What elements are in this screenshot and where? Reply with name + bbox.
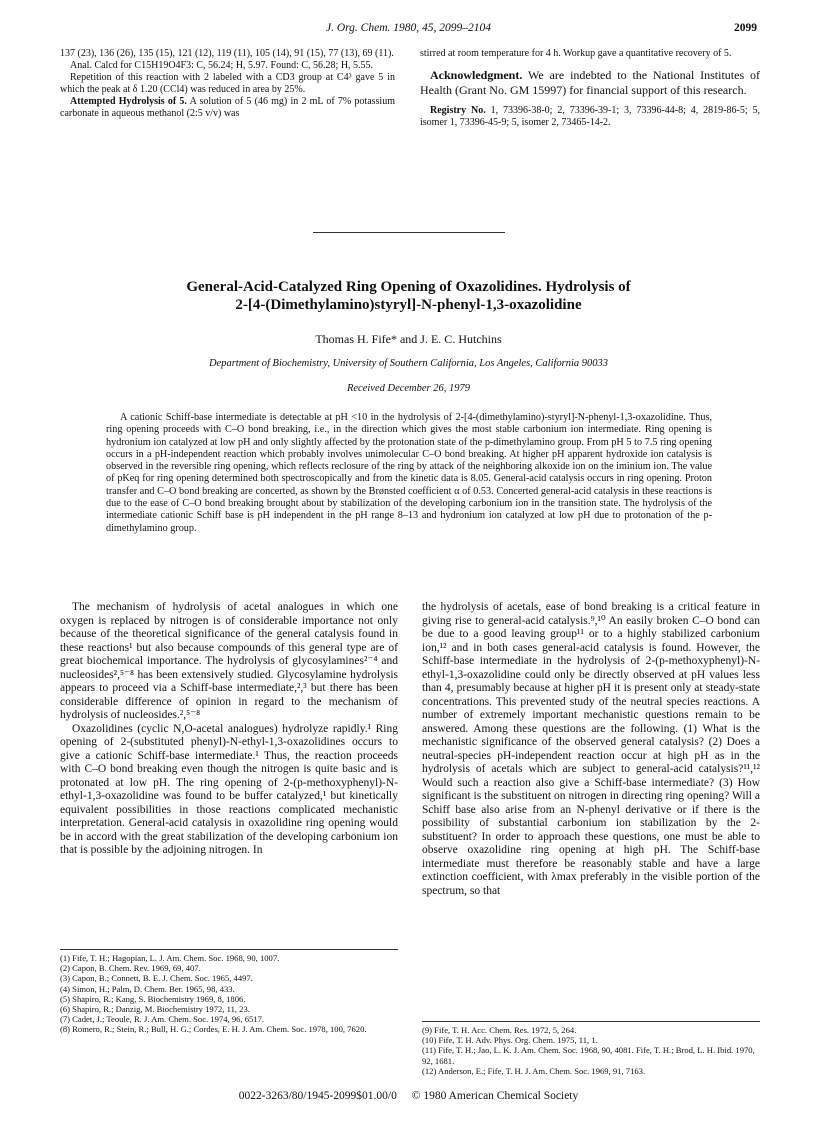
affiliation: Department of Biochemistry, University of Southern California, Los Angeles, California 90033 xyxy=(208,358,609,369)
footnote: (5) Shapiro, R.; Kang, S. Biochemistry 1969, 8, 1806. xyxy=(60,993,246,1004)
footnote: (2) Capon, B. Chem. Rev. 1969, 69, 407. xyxy=(60,963,201,974)
body-paragraph: the hydrolysis of acetals, ease of bond breaking is a critical feature in giving rise to general-acid catalysis.⁹,¹⁰ An easily broken C–O bond can be due to a good leaving group¹¹ or to a highly stabilized carbonium ion,¹² and in both cases general-acid catalysis is found. However, the Schiff-base intermediate in the hydrolysis of 2-(p-methoxyphenyl)-N-ethyl-1,3-oxazolidine could only be directly observed at pH values less than 4, presumably because at higher pH it is present only at steady-state concentrations. This prevented study of the neutral species reactions. A number of extremely important mechanistic questions remain to be answered. Among these questions are the following. (1) What is the mechanistic significance of the observed general catalysis? (2) Does a neutral-species pH-independent reaction occur at high pH as in the hydrolysis of acetals which are subject to general-acid catalysis?¹¹,¹² Would such a reaction also give a Schiff-base intermediate? (3) How significant is the substituent on nitrogen in directing ring opening? Will a Schiff base also arise from an N-phenyl derivative or if there is the possibility of substantial carbonium ion stabilization by the 2-substituent? In order to approach these questions, one must be able to observe oxazolidine ring opening at high pH. The Schiff-base intermediate must therefore be reasonably stable and have a large extinction coefficient, with λmax preferably in the visible portion of the spectrum, so that xyxy=(422,601,760,897)
footnote: (8) Romero, R.; Stein, R.; Bull, H. G.; Cordes, E. H. J. Am. Chem. Soc. 1978, 100, 7620. xyxy=(60,1024,367,1035)
footnote: (12) Anderson, E.; Fife, T. H. J. Am. Chem. Soc. 1969, 91, 7163. xyxy=(422,1065,646,1076)
registry-numbers xyxy=(420,105,760,129)
repetition-paragraph: Repetition of this reaction with 2 labeled with a CD3 group at C4³ gave 5 in which the peak at δ 1.20 (CCl4) was reduced in area by 25%. xyxy=(60,72,395,95)
received-date: Received December 26, 1979 xyxy=(346,383,471,394)
attempted-hydrolysis-text: A solution of 5 (46 mg) in 2 mL of 7% potassium carbonate in aqueous methanol (2:5 v/v) was xyxy=(60,96,395,119)
registry-text: 1, 73396-38-0; 2, 73396-39-1; 3, 73396-44-8; 4, 2819-86-5; 5, isomer 1, 73396-45-9; 5, isomer 2, 73465-14-2. xyxy=(420,105,760,128)
footnote: (11) Fife, T. H.; Jao, L. K. J. Am. Chem. Soc. 1968, 90, 4081. Fife, T. H.; Brod, L. H. Ibid. 1970, 92, 1681. xyxy=(422,1045,755,1066)
title-line-2: 2-[4-(Dimethylamino)styryl]-N-phenyl-1,3-oxazolidine xyxy=(235,297,582,313)
acknowledgment-heading: Acknowledgment. xyxy=(430,68,523,82)
footnote: (6) Shapiro, R.; Danzig, M. Biochemistry 1972, 11, 23. xyxy=(60,1004,250,1015)
page-number: 2099 xyxy=(734,22,757,34)
footnote-rule-left xyxy=(60,949,398,950)
article-separator-rule xyxy=(313,232,505,233)
body-column-left xyxy=(60,601,398,858)
journal-citation: J. Org. Chem. 1980, 45, 2099–2104 xyxy=(325,22,492,34)
body-paragraph: Oxazolidines (cyclic N,O-acetal analogues) hydrolyze rapidly.¹ Ring opening of 2-(substituted phenyl)-N-ethyl-1,3-oxazolidines occurs to give a cationic Schiff-base intermediate.¹ Thus, the reaction proceeds with C–O bond breaking even though the nitrogen is quite basic and is protonated at low pH. The ring opening of 2-(p-methoxyphenyl)-N-ethyl-1,3-oxazolidine was found to be buffer catalyzed,¹ but kinetically equivalent possibilities in those reactions complicated mechanistic interpretation. General-acid catalysis in oxazolidine ring opening would be in accord with the great stabilization of the developing carbonium ion that is possible by the adjoining nitrogen. In xyxy=(60,722,398,856)
acknowledgment xyxy=(420,68,760,97)
acknowledgment-text: We are indebted to the National Institutes of Health (Grant No. GM 15997) for financial support of this research. xyxy=(420,68,760,97)
footnote-rule-right xyxy=(422,1021,760,1022)
attempted-hydrolysis-heading: Attempted Hydrolysis of 5. xyxy=(70,96,187,107)
article-code: 0022-3263/80/1945-2099$01.00/0 xyxy=(238,1090,397,1102)
ms-data-line: 137 (23), 136 (26), 135 (15), 121 (12), 119 (11), 105 (14), 91 (15), 77 (13), 69 (11). xyxy=(60,48,394,59)
footnote: (9) Fife, T. H. Acc. Chem. Res. 1972, 5, 264. xyxy=(422,1025,577,1035)
title-line-1: General-Acid-Catalyzed Ring Opening of Oxazolidines. Hydrolysis of xyxy=(186,279,631,295)
footnote: (10) Fife, T. H. Adv. Phys. Org. Chem. 1975, 11, 1. xyxy=(422,1035,598,1046)
footnote: (7) Cadet, J.; Teoule, R. J. Am. Chem. Soc. 1974, 96, 6517. xyxy=(60,1014,265,1025)
authors: Thomas H. Fife* and J. E. C. Hutchins xyxy=(315,332,502,346)
footnote: (4) Simon, H.; Palm, D. Chem. Ber. 1965, 98, 433. xyxy=(60,983,235,994)
analysis-line: Anal. Calcd for C15H19O4F3: C, 56.24; H, 5.97. Found: C, 56.28; H, 5.55. xyxy=(70,60,374,71)
previous-article-right xyxy=(420,48,760,129)
footnote: (1) Fife, T. H.; Hagopian, L. J. Am. Chem. Soc. 1968, 90, 1007. xyxy=(60,953,280,963)
footnotes-left xyxy=(60,953,398,1035)
running-head xyxy=(60,22,757,38)
copyright: © 1980 American Chemical Society xyxy=(411,1090,579,1102)
previous-article-left xyxy=(60,48,395,120)
abstract: A cationic Schiff-base intermediate is detectable at pH <10 in the hydrolysis of 2-[4-(dimethylamino)-styryl]-N-phenyl-1,3-oxazolidine. Thus, ring opening proceeds with C–O bond breaking, i.e., in the direction which gives the most stable carbonium ion intermediate. Ring opening is hydronium ion catalyzed at low pH and only slightly affected by the protonation state of the p-dimethylamino group. From pH 5 to 7.5 ring opening occurs in a pH-independent reaction which probably involves unimolecular C–O bond breaking. At higher pH apparent hydroxide ion catalysis is observed in the reversible ring opening, which reflects reclosure of the ring by attack of the neighboring alkoxide ion on the iminium ion. The value of pKeq for ring opening determined both spectroscopically and from the kinetic data is 8.05. General-acid catalysis occurs in ring opening. Proton transfer and C–O bond breaking are concerted, as shown by the Brønsted coefficient α of 0.53. Concerted general-acid catalysis in these reactions is due to the ease of C–O bond breaking brought about by stabilization of the developing carbonium ion in the transition state. The hydrolysis of the intermediate cationic Schiff base is pH independent in the pH range 8–13 and hydronium ion catalyzed at low pH due to protonation of the p-dimethylamino group. xyxy=(106,412,712,534)
body-column-right xyxy=(422,601,760,898)
attempted-hydrolysis-paragraph xyxy=(60,96,395,120)
footnote: (3) Capon, B.; Connett, B. E. J. Chem. Soc. 1965, 4497. xyxy=(60,973,253,984)
footnotes-right xyxy=(422,1025,760,1076)
registry-heading: Registry No. xyxy=(430,105,486,116)
workup-text: stirred at room temperature for 4 h. Workup gave a quantitative recovery of 5. xyxy=(420,48,732,59)
page-footer xyxy=(60,1090,757,1102)
article-title xyxy=(80,278,737,314)
body-paragraph: The mechanism of hydrolysis of acetal analogues in which one oxygen is replaced by nitrogen is of considerable importance not only because of the theoretical significance of the general catalysis found in these reactions¹ but also because compounds of this general type are of great biochemical importance. The hydrolysis of glycosylamines²⁻⁴ and nucleosides²,⁵⁻⁸ has been extensively studied. Glycosylamine hydrolysis appears to proceed via a Schiff-base intermediate,²,³ but there has been considerable difference of opinion in regard to the mechanism of hydrolysis of nucleosides.²,⁵⁻⁸ xyxy=(60,601,398,721)
